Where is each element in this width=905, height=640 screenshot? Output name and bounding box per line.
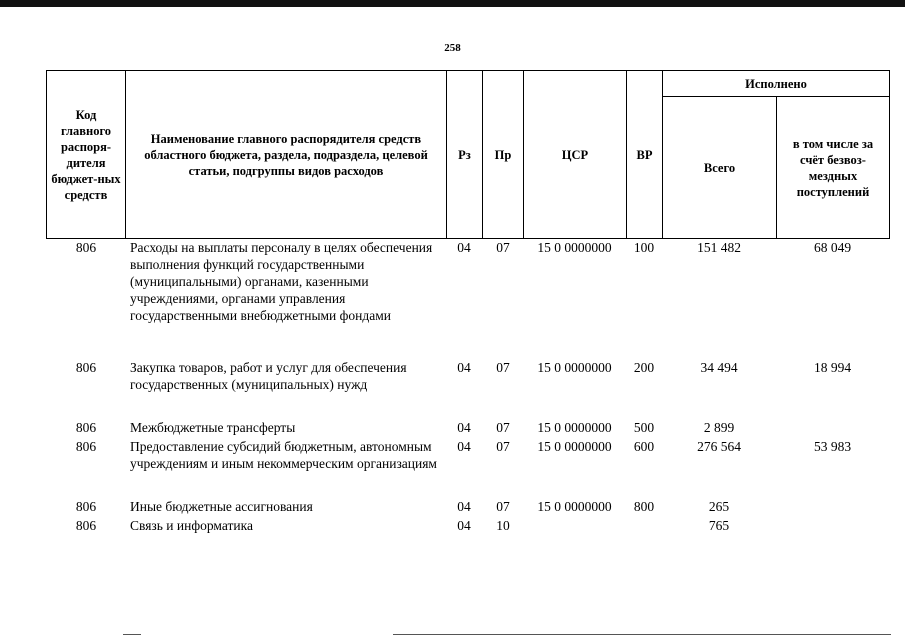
- page-number: 258: [444, 42, 461, 54]
- cell-vr: 500: [633, 420, 655, 435]
- header-vline: [46, 70, 47, 239]
- cell-total: 151 482: [697, 240, 741, 255]
- cell-code: 806: [75, 518, 97, 533]
- header-rz: Рз: [458, 147, 471, 162]
- header-name: Наименование главного распорядителя средств областного бюджета, раздела, подраздела, целевой статьи, подгруппы видов расходов: [144, 131, 428, 178]
- cell-rz: 04: [457, 439, 471, 454]
- header-vline: [889, 70, 890, 239]
- cell-total: 276 564: [697, 439, 741, 454]
- cell-vr: 800: [633, 499, 655, 514]
- cell-rz: 04: [457, 420, 471, 435]
- cell-name: Связь и информатика: [130, 518, 253, 533]
- footer-rule-right: [393, 634, 891, 635]
- cell-code: 806: [75, 420, 97, 435]
- cell-pr: 07: [496, 240, 510, 255]
- footer-rule-left: [123, 634, 141, 635]
- cell-pr: 07: [496, 499, 510, 514]
- cell-csr: 15 0 0000000: [537, 420, 612, 435]
- cell-name: Межбюджетные трансферты: [130, 420, 296, 435]
- cell-pr: 10: [496, 518, 510, 533]
- header-code: Код главного распоря-дителя бюджет-ных средств: [51, 107, 121, 202]
- header-pr: Пр: [494, 147, 512, 162]
- cell-rz: 04: [457, 240, 471, 255]
- header-csr: ЦСР: [561, 147, 589, 162]
- cell-total: 34 494: [700, 360, 738, 375]
- cell-rz: 04: [457, 499, 471, 514]
- cell-total: 765: [708, 518, 730, 533]
- cell-vr: 100: [633, 240, 655, 255]
- cell-name: Иные бюджетные ассигнования: [130, 499, 313, 514]
- cell-total: 2 899: [703, 420, 735, 435]
- cell-name: Закупка товаров, работ и услуг для обеспечения государственных (муниципальных) нужд: [130, 360, 407, 392]
- cell-vr: 200: [633, 360, 655, 375]
- cell-free-receipts: 53 983: [813, 439, 852, 454]
- cell-code: 806: [75, 360, 97, 375]
- cell-rz: 04: [457, 518, 471, 533]
- header-total: Всего: [703, 160, 736, 175]
- cell-rz: 04: [457, 360, 471, 375]
- cell-pr: 07: [496, 439, 510, 454]
- header-vline: [776, 96, 777, 239]
- scan-top-edge: [0, 0, 905, 7]
- cell-code: 806: [75, 499, 97, 514]
- cell-vr: 600: [633, 439, 655, 454]
- cell-csr: 15 0 0000000: [537, 240, 612, 255]
- header-vr: ВР: [636, 147, 653, 162]
- cell-csr: 15 0 0000000: [537, 499, 612, 514]
- cell-name: Расходы на выплаты персоналу в целях обеспечения выполнения функций государственными (муниципальными) органами, казенными учреждениями, органами управления государственными внебюджетными фондами: [130, 240, 433, 323]
- header-vline: [125, 70, 126, 239]
- cell-name: Предоставление субсидий бюджетным, автономным учреждениям и иным некоммерческим организациям: [130, 439, 437, 471]
- cell-total: 265: [708, 499, 730, 514]
- cell-pr: 07: [496, 420, 510, 435]
- cell-pr: 07: [496, 360, 510, 375]
- cell-code: 806: [75, 240, 97, 255]
- header-free-receipts: в том числе за счёт безвоз-мездных поступлений: [792, 136, 874, 199]
- cell-csr: 15 0 0000000: [537, 360, 612, 375]
- cell-free-receipts: 68 049: [813, 240, 852, 255]
- header-executed: Исполнено: [745, 76, 807, 91]
- cell-code: 806: [75, 439, 97, 454]
- cell-csr: 15 0 0000000: [537, 439, 612, 454]
- cell-free-receipts: 18 994: [813, 360, 852, 375]
